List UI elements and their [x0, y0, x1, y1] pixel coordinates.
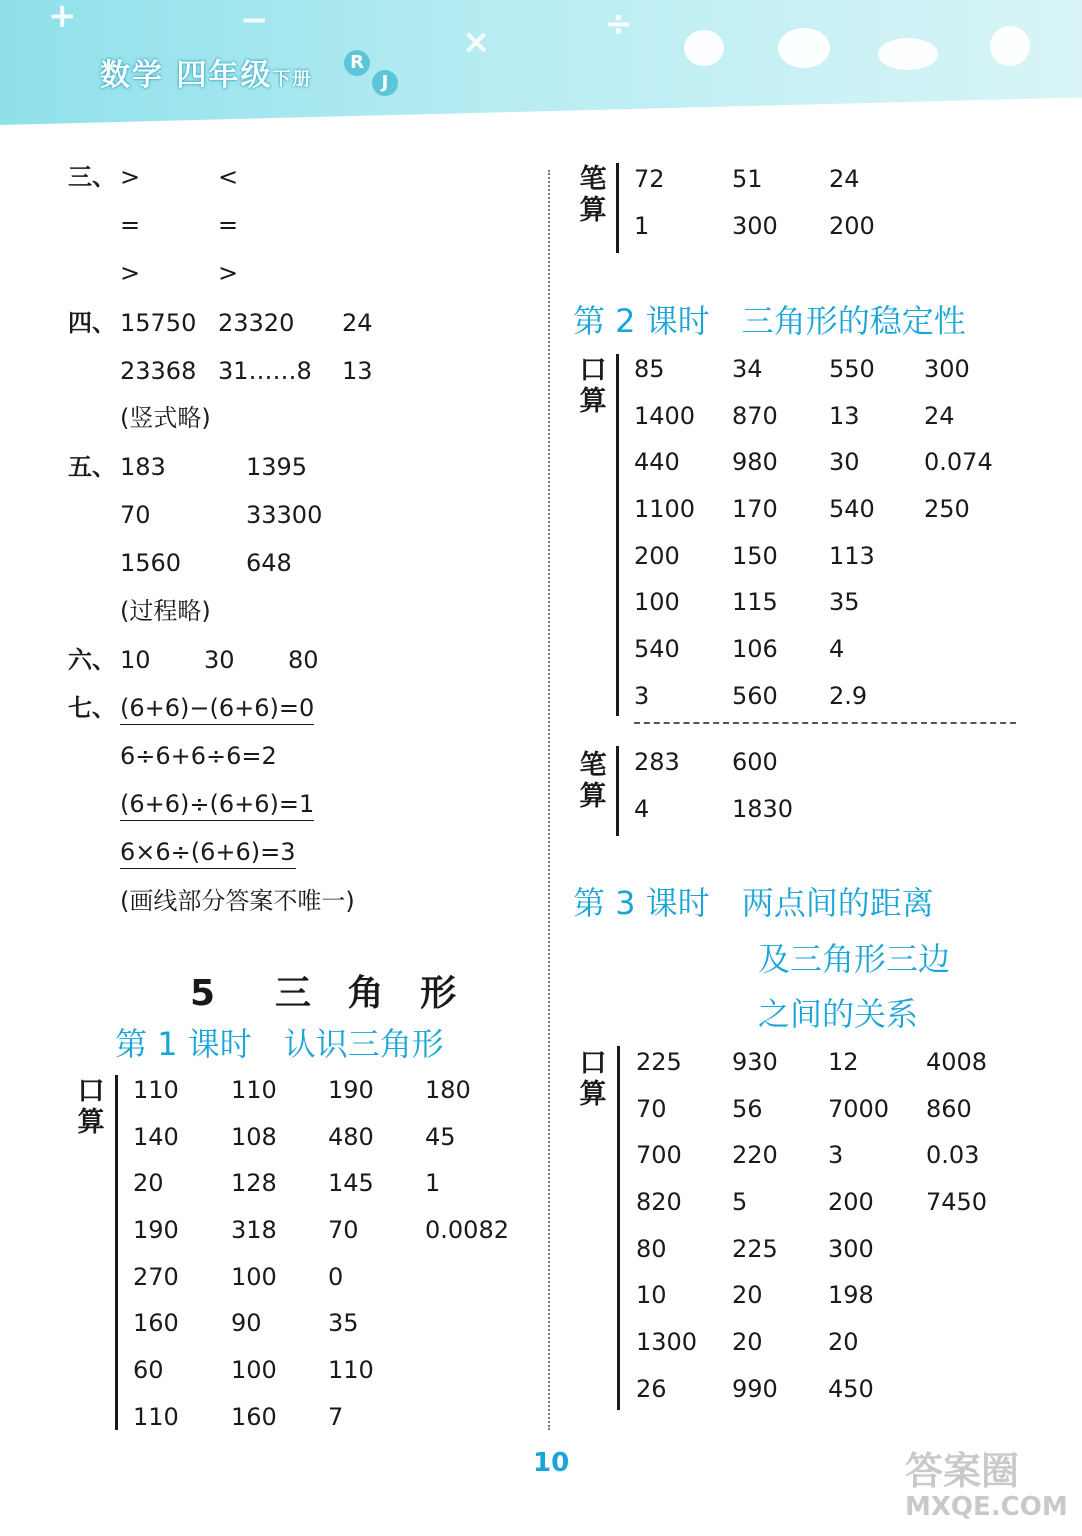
table-cell: 1830: [732, 795, 794, 823]
table-cell: 318: [231, 1216, 277, 1245]
table-cell: 220: [732, 1141, 778, 1170]
q6-value-1: 10: [120, 646, 151, 674]
q4-r2-c2: 31……8: [218, 357, 312, 385]
table-cell: 0.0082: [425, 1216, 509, 1245]
table-cell: 225: [636, 1048, 682, 1076]
table-cell: 540: [634, 635, 680, 664]
book-title: [100, 50, 312, 94]
q4-note: (竖式略): [120, 404, 211, 432]
q4-r2-c1: 23368: [120, 357, 197, 385]
q3-r1-c1: >: [120, 163, 141, 191]
table-cell: 4: [829, 635, 845, 664]
table-cell: 450: [828, 1374, 874, 1403]
table-cell: 160: [133, 1309, 179, 1338]
q7-line-1: (6+6)−(6+6)=0: [120, 694, 314, 725]
table-cell: 110: [133, 1076, 179, 1104]
table-cell: 190: [133, 1216, 179, 1245]
table-cell: 20: [133, 1169, 164, 1198]
table-cell: 200: [829, 211, 875, 240]
q6-value-3: 80: [288, 646, 319, 674]
table-cell: 4008: [926, 1048, 988, 1076]
table-cell: 7000: [828, 1094, 890, 1123]
q5-r1-c2: 1395: [246, 453, 308, 481]
minus-symbol: −: [240, 0, 269, 40]
table-cell: 100: [231, 1356, 277, 1385]
table-cell: 990: [732, 1374, 778, 1403]
lesson2-mental-label: 口算: [579, 355, 607, 417]
table-cell: 225: [732, 1234, 778, 1263]
q5-r2-c1: 70: [120, 501, 151, 529]
table-cell: 13: [829, 401, 860, 430]
cloud-icon: [778, 28, 830, 68]
table-cell: 180: [425, 1076, 471, 1104]
q6-value-2: 30: [204, 646, 235, 674]
table-cell: 110: [133, 1402, 179, 1431]
table-cell: 108: [231, 1122, 277, 1151]
table-cell: 80: [636, 1234, 667, 1263]
q3-r3-c1: >: [120, 259, 141, 287]
table-cell: 170: [732, 495, 778, 524]
lesson3-title-line1: 第 3 课时 两点间的距离: [573, 884, 934, 922]
table-cell: 20: [828, 1328, 859, 1357]
grade-text: 四年级: [176, 58, 273, 93]
table-cell: 250: [924, 495, 970, 524]
table-cell: 1400: [634, 401, 696, 430]
q5-r1-c1: 183: [120, 453, 166, 481]
column-divider: [548, 170, 550, 1430]
table-cell: 100: [634, 588, 680, 617]
table-cell: 10: [636, 1281, 667, 1310]
table-cell: 56: [732, 1094, 763, 1123]
q7-line-2: 6÷6+6÷6=2: [120, 742, 277, 770]
volume-text: 下册: [272, 69, 313, 90]
q4-label: 四、: [68, 309, 116, 337]
table-cell: 128: [231, 1169, 277, 1198]
subject-text: 数学: [100, 58, 164, 93]
q5-note: (过程略): [120, 597, 211, 625]
table-cell: 560: [732, 681, 778, 710]
table-cell: 270: [133, 1262, 179, 1291]
table-cell: 0.074: [924, 448, 993, 477]
table-cell: 870: [732, 401, 778, 430]
table-cell: 60: [133, 1356, 164, 1385]
table-cell: 300: [924, 355, 970, 383]
table-cell: 440: [634, 448, 680, 477]
lesson3-title-line3: 之间的关系: [758, 995, 919, 1033]
lesson3-mental-label: 口算: [579, 1048, 607, 1110]
table-cell: 20: [732, 1281, 763, 1310]
lesson2-written-bar: [616, 746, 619, 836]
table-cell: 90: [231, 1309, 262, 1338]
edition-r-badge: R: [344, 50, 370, 76]
lesson1-mental-label: 口算: [77, 1076, 105, 1138]
plus-symbol: +: [48, 0, 77, 36]
snowflake-icon: [990, 26, 1030, 66]
table-cell: 300: [732, 211, 778, 240]
q7-note: (画线部分答案不唯一): [120, 887, 355, 915]
table-cell: 190: [328, 1076, 374, 1104]
table-cell: 200: [828, 1188, 874, 1217]
table-cell: 1: [425, 1169, 441, 1198]
table-cell: 1300: [636, 1328, 698, 1357]
table-cell: 1100: [634, 495, 696, 524]
q4-r1-c1: 15750: [120, 309, 197, 337]
table-cell: 5: [732, 1188, 748, 1217]
table-cell: 300: [828, 1234, 874, 1263]
q3-r2-c2: =: [218, 211, 239, 239]
q5-r3-c1: 1560: [120, 549, 182, 577]
table-cell: 26: [636, 1374, 667, 1403]
page-number: 10: [533, 1448, 570, 1478]
table-cell: 2.9: [829, 681, 868, 710]
q3-r2-c1: =: [120, 211, 141, 239]
table-cell: 72: [634, 165, 665, 193]
lesson1-bar: [115, 1075, 118, 1430]
q7-label: 七、: [68, 694, 116, 722]
table-cell: 7: [328, 1402, 344, 1431]
table-cell: 34: [732, 355, 763, 383]
table-cell: 860: [926, 1094, 972, 1123]
table-cell: 110: [328, 1356, 374, 1385]
table-cell: 820: [636, 1188, 682, 1217]
q3-r1-c2: <: [218, 163, 239, 191]
lesson3-title-line2: 及三角形三边: [758, 940, 951, 978]
table-cell: 550: [829, 355, 875, 383]
sun-icon: [684, 30, 724, 66]
times-symbol: ×: [462, 22, 491, 62]
table-cell: 113: [829, 541, 875, 570]
table-cell: 4: [634, 795, 650, 823]
table-cell: 198: [828, 1281, 874, 1310]
table-cell: 106: [732, 635, 778, 664]
watermark-top: 答案圈: [905, 1449, 1020, 1493]
table-cell: 150: [732, 541, 778, 570]
edition-j-badge: J: [372, 70, 398, 96]
lesson3-bar: [617, 1046, 620, 1410]
lesson2-written-label: 笔算: [579, 750, 607, 812]
q4-r2-c3: 13: [342, 357, 373, 385]
q7-line-3: (6+6)÷(6+6)=1: [120, 790, 314, 821]
table-cell: 0: [328, 1262, 344, 1291]
table-cell: 0.03: [926, 1141, 980, 1170]
table-cell: 540: [829, 495, 875, 524]
table-cell: 700: [636, 1141, 682, 1170]
table-cell: 12: [828, 1048, 859, 1076]
table-cell: 7450: [926, 1188, 988, 1217]
table-cell: 115: [732, 588, 778, 617]
table-cell: 160: [231, 1402, 277, 1431]
table-cell: 24: [924, 401, 955, 430]
q7-line-4: 6×6÷(6+6)=3: [120, 838, 296, 869]
table-cell: 3: [828, 1141, 844, 1170]
table-cell: 200: [634, 541, 680, 570]
q3-r3-c2: >: [218, 259, 239, 287]
written1-label: 笔算: [579, 164, 607, 226]
table-cell: 980: [732, 448, 778, 477]
written1-bar: [616, 163, 619, 253]
table-cell: 85: [634, 355, 665, 383]
divide-symbol: ÷: [604, 4, 633, 44]
watermark-bottom: MXQE.COM: [905, 1492, 1068, 1522]
table-cell: 110: [231, 1076, 277, 1104]
q5-r2-c2: 33300: [246, 501, 323, 529]
table-cell: 145: [328, 1169, 374, 1198]
table-cell: 1: [634, 211, 650, 240]
chapter-title: 5 三 角 形: [190, 973, 469, 1014]
lesson2-title: 第 2 课时 三角形的稳定性: [573, 302, 966, 340]
table-cell: 100: [231, 1262, 277, 1291]
q5-label: 五、: [68, 453, 116, 481]
lesson2-separator: [634, 722, 1016, 724]
table-cell: 51: [732, 165, 763, 193]
table-cell: 600: [732, 748, 778, 776]
q5-r3-c2: 648: [246, 549, 292, 577]
table-cell: 140: [133, 1122, 179, 1151]
table-cell: 3: [634, 681, 650, 710]
table-cell: 20: [732, 1328, 763, 1357]
lesson1-title: 第 1 课时 认识三角形: [115, 1025, 444, 1063]
table-cell: 24: [829, 165, 860, 193]
table-cell: 480: [328, 1122, 374, 1151]
table-cell: 45: [425, 1122, 456, 1151]
table-cell: 70: [328, 1216, 359, 1245]
q3-label: 三、: [68, 163, 116, 191]
table-cell: 930: [732, 1048, 778, 1076]
table-cell: 35: [829, 588, 860, 617]
rain-cloud-icon: [878, 38, 938, 70]
table-cell: 35: [328, 1309, 359, 1338]
table-cell: 283: [634, 748, 680, 776]
table-cell: 70: [636, 1094, 667, 1123]
table-cell: 30: [829, 448, 860, 477]
q6-label: 六、: [68, 646, 116, 674]
lesson2-mental-bar: [616, 354, 619, 716]
q4-r1-c2: 23320: [218, 309, 295, 337]
q4-r1-c3: 24: [342, 309, 373, 337]
